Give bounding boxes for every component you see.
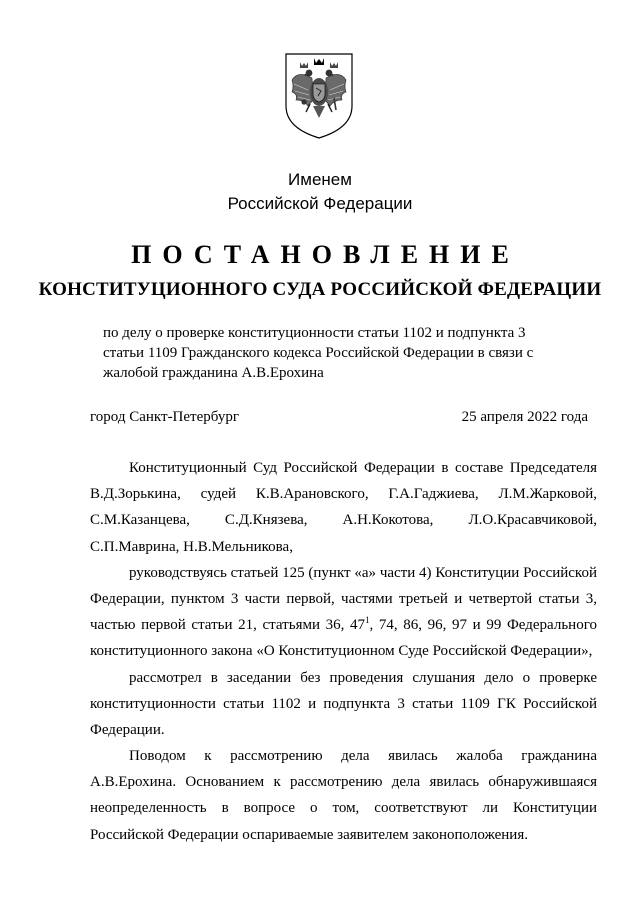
body-line: А.В.Ерохина. Основанием к рассмотрению дела явилась обнаружившаяся xyxy=(90,774,597,791)
body-line: Федерации. xyxy=(90,721,165,738)
decision-date: 25 апреля 2022 года xyxy=(461,409,588,425)
body-line: неопределенность в вопросе о том, соответствуют ли Конституции xyxy=(90,800,597,817)
case-subject-line: жалобой гражданина А.В.Ерохина xyxy=(103,365,324,381)
city: город Санкт-Петербург xyxy=(90,409,239,425)
body-line: В.Д.Зорькина, судей К.В.Арановского, Г.А.Гаджиева, Л.М.Жарковой, xyxy=(90,486,597,503)
russian-coat-of-arms-icon xyxy=(280,44,358,140)
body-line: С.М.Казанцева, С.Д.Князева, А.Н.Кокотова, Л.О.Красавчиковой, xyxy=(90,512,597,529)
issuing-authority: КОНСТИТУЦИОННОГО СУДА РОССИЙСКОЙ ФЕДЕРАЦИИ xyxy=(38,279,602,300)
body-line: конституционности статьи 1102 и подпункта 3 статьи 1109 ГК Российской xyxy=(90,695,597,712)
document-body xyxy=(90,455,597,848)
body-text: частью первой статьи 21, статьями 36, 47 xyxy=(90,617,366,634)
body-line: конституционного закона «О Конституционном Суде Российской Федерации», xyxy=(90,643,593,660)
document-type-title: ПОСТАНОВЛЕНИЕ xyxy=(131,240,520,269)
body-line: руководствуясь статьей 125 (пункт «а» части 4) Конституции Российской xyxy=(129,564,597,581)
case-subject-line: статьи 1109 Гражданского кодекса Российской Федерации в связи с xyxy=(103,345,534,361)
body-line: Поводом к рассмотрению дела явилась жалоба гражданина xyxy=(129,748,597,765)
coat-of-arms-emblem xyxy=(280,44,358,140)
in-name-line-1: Именем xyxy=(288,170,352,189)
in-name-line-2: Российской Федерации xyxy=(227,194,413,213)
body-line: Российской Федерации оспариваемые заявителем законоположения. xyxy=(90,826,528,843)
body-text: , 74, 86, 96, 97 и 99 Федерального xyxy=(369,617,597,634)
body-line: С.П.Маврина, Н.В.Мельникова, xyxy=(90,538,293,555)
superscript: 1 xyxy=(365,615,370,626)
body-line: Конституционный Суд Российской Федерации в составе Председателя xyxy=(129,460,597,476)
case-subject-line: по делу о проверке конституционности статьи 1102 и подпункта 3 xyxy=(103,325,526,341)
body-line xyxy=(90,612,597,638)
case-subject xyxy=(103,323,603,383)
body-line: рассмотрел в заседании без проведения слушания дело о проверке xyxy=(129,669,597,686)
body-line: Федерации, пунктом 3 части первой, частями третьей и четвертой статьи 3, xyxy=(90,590,597,607)
